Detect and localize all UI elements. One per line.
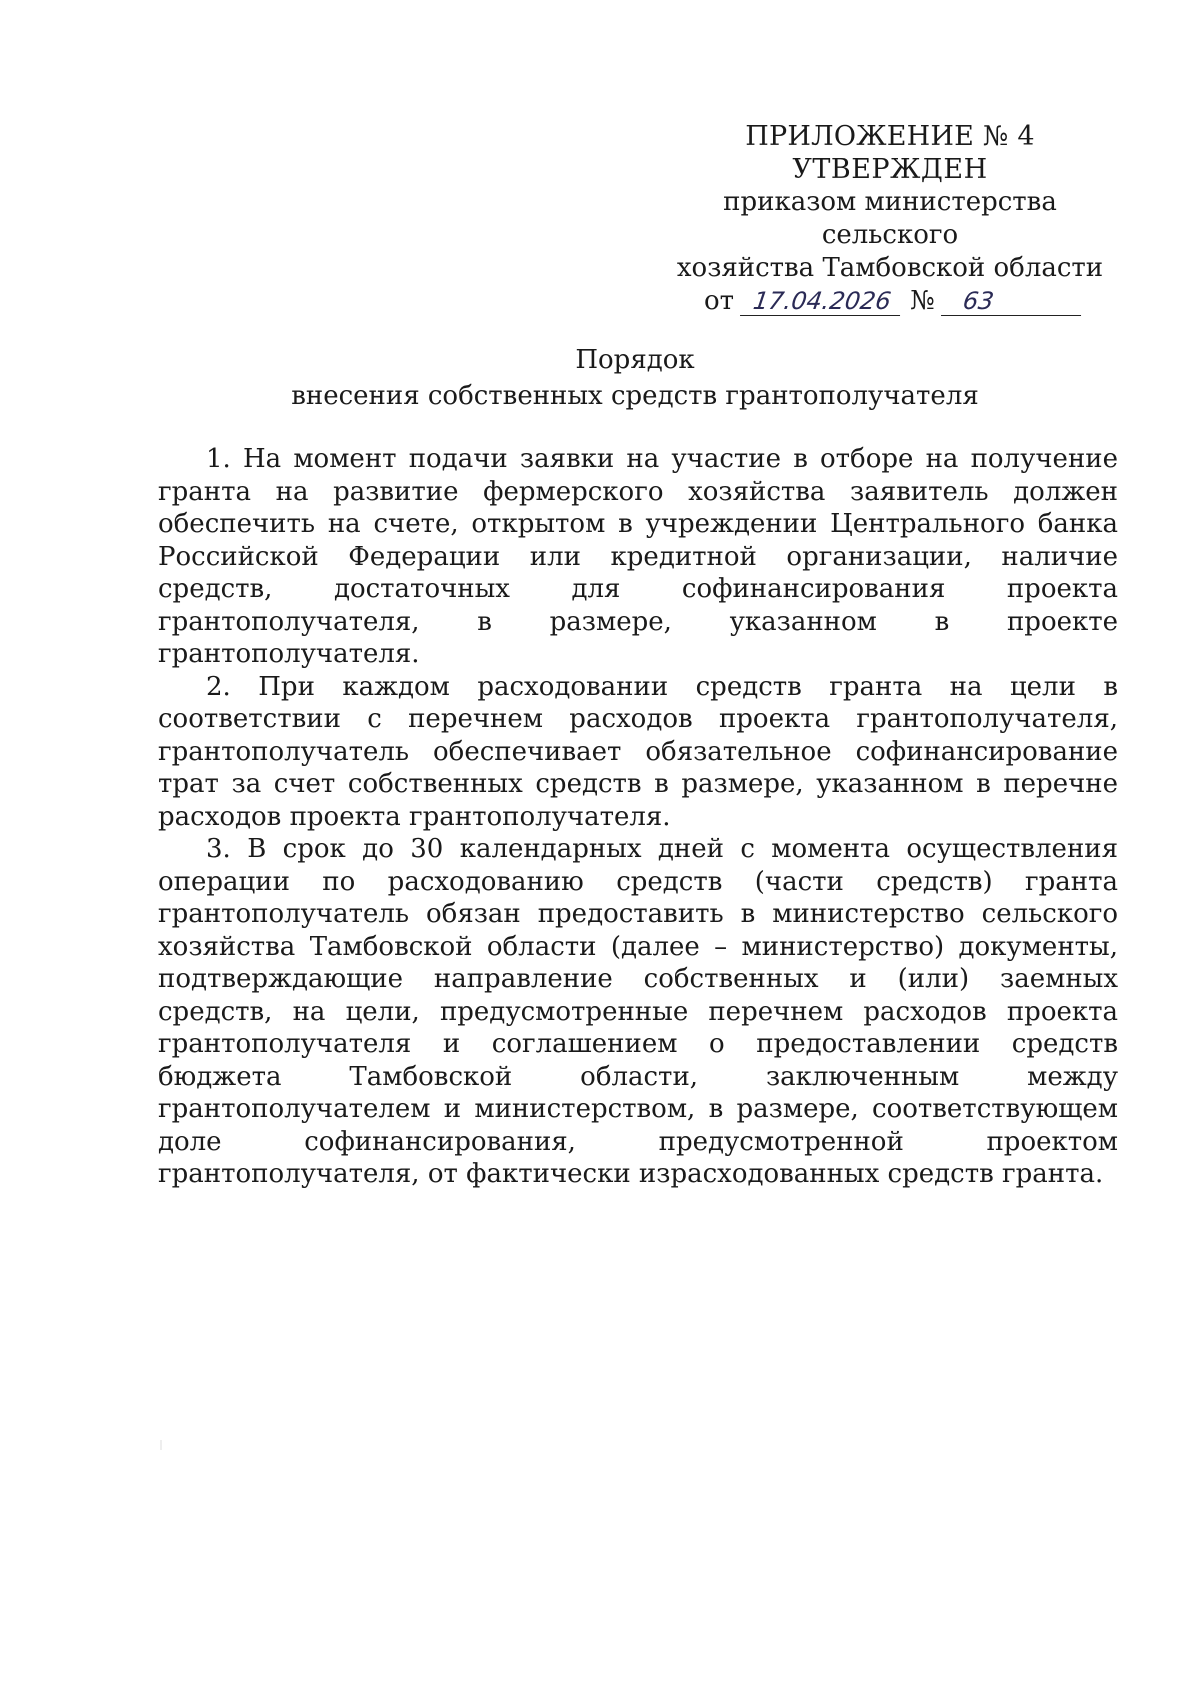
- number-label: №: [910, 286, 935, 316]
- handwritten-date: 17.04.2026: [740, 287, 904, 316]
- approved-heading: УТВЕРЖДЕН: [792, 154, 988, 185]
- title-line1: Порядок: [575, 345, 695, 375]
- paragraph-3: 3. В срок до 30 календарных дней с момента осуществления операции по расходованию средств (части средств) гранта грантополучатель обязан предоставить в министерство сельского хозяйства Тамбовской области (далее – министерство) документы, подтверждающие направление собственных и (или) заемных средств, на цели, предусмотренные перечнем расходов проекта грантополучателя и соглашением о предоставлении средств бюджета Тамбовской области, заключенным между грантополучателем и министерством, в размере, соответствующем доле софинансирования, предусмотренной проектом грантополучателя, от фактически израсходованных средств гранта.: [158, 834, 1118, 1189]
- approval-stamp-block: [660, 120, 1120, 318]
- handwritten-order-number: 63: [941, 287, 1085, 316]
- document-body: [158, 443, 1118, 1191]
- document-title: [0, 342, 1200, 414]
- from-label: от: [704, 286, 735, 316]
- paragraph-1: 1. На момент подачи заявки на участие в отборе на получение гранта на развитие фермерского хозяйства заявитель должен обеспечить на счете, открытом в учреждении Центрального банка Российской Федерации или кредитной организации, наличие средств, достаточных для софинансирования проекта грантополучателя, в размере, указанном в проекте грантополучателя.: [158, 444, 1118, 669]
- approval-order-line1: приказом министерства сельского: [723, 187, 1057, 250]
- approval-order-line2: хозяйства Тамбовской области: [676, 253, 1104, 283]
- order-date-number-line: [660, 285, 1120, 318]
- annex-number: ПРИЛОЖЕНИЕ № 4: [745, 121, 1035, 152]
- title-line2: внесения собственных средств грантополучателя: [291, 381, 979, 411]
- scan-artifact: [160, 1440, 162, 1450]
- paragraph-2: 2. При каждом расходовании средств гранта на цели в соответствии с перечнем расходов проекта грантополучателя, грантополучатель обеспечивает обязательное софинансирование трат за счет собственных средств в размере, указанном в перечне расходов проекта грантополучателя.: [158, 671, 1118, 832]
